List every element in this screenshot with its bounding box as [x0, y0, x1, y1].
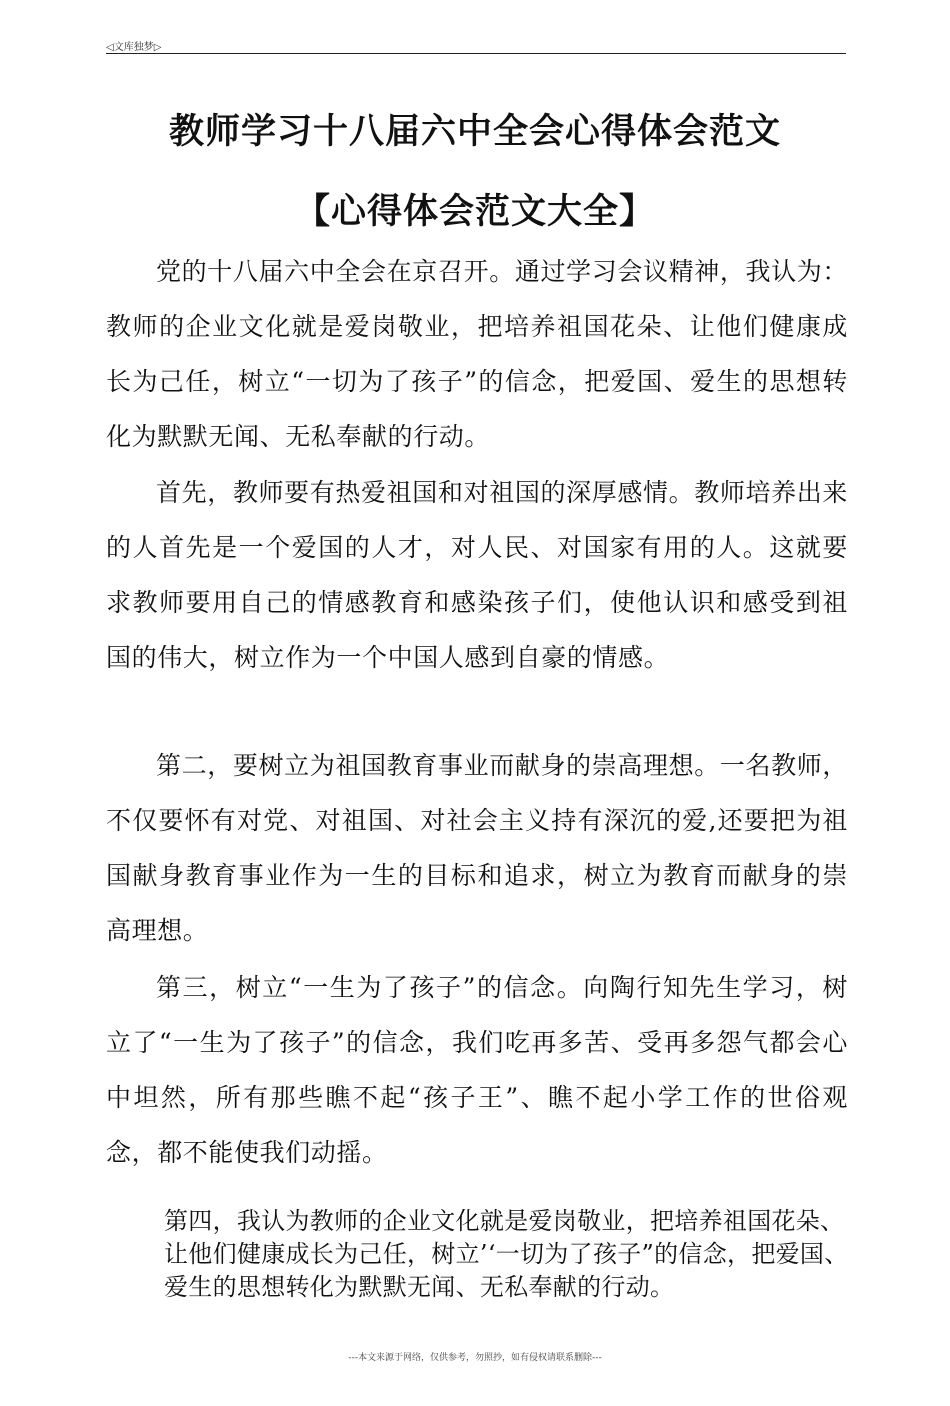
footer-disclaimer: ---本文来源于网络，仅供参考，勿照抄，如有侵权请联系删除---: [348, 1353, 602, 1363]
header-divider: [106, 53, 846, 54]
paragraph-second: 第二，要树立为祖国教育事业而献身的崇高理想。一名教师，不仅要怀有对党、对祖国、对社会主义持有深沉的爱,还要把为祖国献身教育事业作为一生的目标和追求，树立为教育而献身的崇高理想。: [106, 751, 848, 945]
paragraph-first: 首先，教师要有热爱祖国和对祖国的深厚感情。教师培养出来的人首先是一个爱国的人才，对人民、对国家有用的人。这就要求教师要用自己的情感教育和感染孩子们，使他认识和感受到祖国的伟大，树立作为一个中国人感到自豪的情感。: [106, 478, 848, 672]
header-watermark: ◁文库独梦▷: [106, 42, 162, 53]
document-subtitle: 【心得体会范文大全】: [294, 192, 655, 232]
document-title: 教师学习十八届六中全会心得体会范文: [168, 112, 781, 152]
paragraph-third: 第三，树立“一生为了孩子”的信念。向陶行知先生学习，树立了“一生为了孩子”的信念，我们吃再多苦、受再多怨气都会心中坦然，所有那些瞧不起“孩子王”、瞧不起小学工作的世俗观念，都不能使我们动摇。: [106, 973, 848, 1167]
paragraph-fourth: 第四，我认为教师的企业文化就是爱岗敬业，把培养祖国花朵、让他们健康成长为己任，树立’‘一切为了孩子”的信念，把爱国、爱生的思想转化为默默无闻、无私奉献的行动。: [164, 1207, 849, 1301]
paragraph-intro: 党的十八届六中全会在京召开。通过学习会议精神，我认为：教师的企业文化就是爱岗敬业，把培养祖国花朵、让他们健康成长为己任，树立“一切为了孩子”的信念，把爱国、爱生的思想转化为默默无闻、无私奉献的行动。: [106, 257, 848, 451]
